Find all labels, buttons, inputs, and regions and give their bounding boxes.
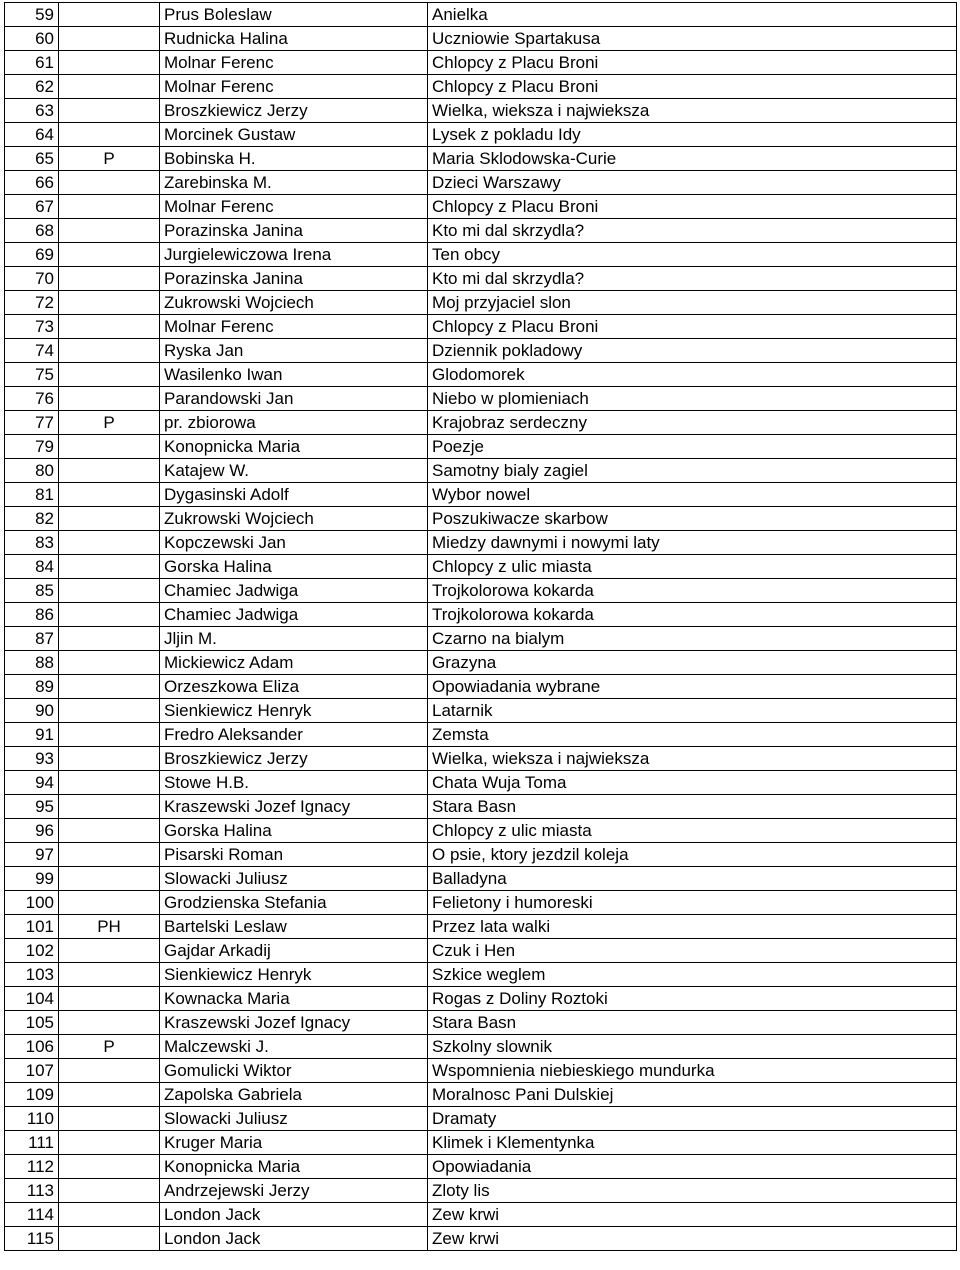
flag-cell [59, 267, 160, 291]
flag-cell: P [59, 411, 160, 435]
flag-cell [59, 819, 160, 843]
flag-cell: PH [59, 915, 160, 939]
row-number-cell: 96 [5, 819, 59, 843]
title-cell: Wspomnienia niebieskiego mundurka [428, 1059, 957, 1083]
author-cell: Ryska Jan [160, 339, 428, 363]
table-row [5, 435, 957, 459]
author-cell: Prus Boleslaw [160, 3, 428, 27]
table-row [5, 291, 957, 315]
row-number-cell: 87 [5, 627, 59, 651]
row-number-cell: 76 [5, 387, 59, 411]
row-number-cell: 93 [5, 747, 59, 771]
row-number-cell: 65 [5, 147, 59, 171]
table-row [5, 219, 957, 243]
title-cell: Stara Basn [428, 795, 957, 819]
table-row [5, 555, 957, 579]
flag-cell [59, 75, 160, 99]
title-cell: Anielka [428, 3, 957, 27]
row-number-cell: 94 [5, 771, 59, 795]
row-number-cell: 103 [5, 963, 59, 987]
flag-cell [59, 1155, 160, 1179]
flag-cell [59, 1083, 160, 1107]
author-cell: Rudnicka Halina [160, 27, 428, 51]
title-cell: Klimek i Klementynka [428, 1131, 957, 1155]
row-number-cell: 83 [5, 531, 59, 555]
title-cell: Trojkolorowa kokarda [428, 603, 957, 627]
title-cell: Zew krwi [428, 1227, 957, 1251]
author-cell: Sienkiewicz Henryk [160, 963, 428, 987]
flag-cell [59, 843, 160, 867]
row-number-cell: 67 [5, 195, 59, 219]
title-cell: Wielka, wieksza i najwieksza [428, 747, 957, 771]
flag-cell [59, 579, 160, 603]
row-number-cell: 114 [5, 1203, 59, 1227]
flag-cell [59, 27, 160, 51]
author-cell: Porazinska Janina [160, 219, 428, 243]
flag-cell: P [59, 1035, 160, 1059]
author-cell: Kraszewski Jozef Ignacy [160, 1011, 428, 1035]
author-cell: Wasilenko Iwan [160, 363, 428, 387]
row-number-cell: 97 [5, 843, 59, 867]
row-number-cell: 81 [5, 483, 59, 507]
flag-cell [59, 291, 160, 315]
row-number-cell: 70 [5, 267, 59, 291]
table-row [5, 819, 957, 843]
row-number-cell: 104 [5, 987, 59, 1011]
table-row [5, 99, 957, 123]
table-row [5, 1131, 957, 1155]
flag-cell [59, 627, 160, 651]
title-cell: Zew krwi [428, 1203, 957, 1227]
flag-cell [59, 363, 160, 387]
row-number-cell: 109 [5, 1083, 59, 1107]
row-number-cell: 100 [5, 891, 59, 915]
table-row [5, 195, 957, 219]
table-row [5, 771, 957, 795]
row-number-cell: 95 [5, 795, 59, 819]
flag-cell [59, 723, 160, 747]
author-cell: Molnar Ferenc [160, 75, 428, 99]
title-cell: Opowiadania [428, 1155, 957, 1179]
author-cell: Kownacka Maria [160, 987, 428, 1011]
table-row [5, 1011, 957, 1035]
author-cell: Zapolska Gabriela [160, 1083, 428, 1107]
table-row [5, 1035, 957, 1059]
table-row [5, 675, 957, 699]
table-row [5, 1083, 957, 1107]
table-row [5, 987, 957, 1011]
table-row [5, 339, 957, 363]
row-number-cell: 115 [5, 1227, 59, 1251]
table-row [5, 627, 957, 651]
row-number-cell: 90 [5, 699, 59, 723]
flag-cell [59, 3, 160, 27]
title-cell: Dramaty [428, 1107, 957, 1131]
flag-cell [59, 1107, 160, 1131]
author-cell: Fredro Aleksander [160, 723, 428, 747]
flag-cell: P [59, 147, 160, 171]
title-cell: Chlopcy z ulic miasta [428, 819, 957, 843]
table-row [5, 27, 957, 51]
table-row [5, 1155, 957, 1179]
row-number-cell: 112 [5, 1155, 59, 1179]
flag-cell [59, 435, 160, 459]
author-cell: Grodzienska Stefania [160, 891, 428, 915]
author-cell: Slowacki Juliusz [160, 1107, 428, 1131]
flag-cell [59, 867, 160, 891]
title-cell: Chlopcy z Placu Broni [428, 195, 957, 219]
row-number-cell: 69 [5, 243, 59, 267]
row-number-cell: 59 [5, 3, 59, 27]
row-number-cell: 60 [5, 27, 59, 51]
flag-cell [59, 1011, 160, 1035]
flag-cell [59, 771, 160, 795]
author-cell: Zarebinska M. [160, 171, 428, 195]
author-cell: Broszkiewicz Jerzy [160, 747, 428, 771]
title-cell: Szkolny slownik [428, 1035, 957, 1059]
title-cell: Stara Basn [428, 1011, 957, 1035]
row-number-cell: 63 [5, 99, 59, 123]
author-cell: Porazinska Janina [160, 267, 428, 291]
row-number-cell: 64 [5, 123, 59, 147]
title-cell: Moralnosc Pani Dulskiej [428, 1083, 957, 1107]
row-number-cell: 77 [5, 411, 59, 435]
table-row [5, 579, 957, 603]
row-number-cell: 72 [5, 291, 59, 315]
table-row [5, 411, 957, 435]
flag-cell [59, 459, 160, 483]
flag-cell [59, 939, 160, 963]
table-row [5, 651, 957, 675]
row-number-cell: 107 [5, 1059, 59, 1083]
row-number-cell: 82 [5, 507, 59, 531]
title-cell: Zemsta [428, 723, 957, 747]
title-cell: Wybor nowel [428, 483, 957, 507]
flag-cell [59, 555, 160, 579]
table-row [5, 51, 957, 75]
row-number-cell: 111 [5, 1131, 59, 1155]
author-cell: Gajdar Arkadij [160, 939, 428, 963]
title-cell: Chlopcy z Placu Broni [428, 75, 957, 99]
author-cell: pr. zbiorowa [160, 411, 428, 435]
author-cell: Slowacki Juliusz [160, 867, 428, 891]
row-number-cell: 88 [5, 651, 59, 675]
title-cell: Poszukiwacze skarbow [428, 507, 957, 531]
title-cell: Poezje [428, 435, 957, 459]
title-cell: Kto mi dal skrzydla? [428, 267, 957, 291]
flag-cell [59, 195, 160, 219]
table-row [5, 387, 957, 411]
author-cell: Parandowski Jan [160, 387, 428, 411]
table-row [5, 507, 957, 531]
flag-cell [59, 987, 160, 1011]
row-number-cell: 75 [5, 363, 59, 387]
title-cell: O psie, ktory jezdzil koleja [428, 843, 957, 867]
table-row [5, 939, 957, 963]
table-row [5, 723, 957, 747]
flag-cell [59, 1059, 160, 1083]
row-number-cell: 91 [5, 723, 59, 747]
author-cell: London Jack [160, 1203, 428, 1227]
flag-cell [59, 963, 160, 987]
flag-cell [59, 1203, 160, 1227]
flag-cell [59, 1227, 160, 1251]
flag-cell [59, 507, 160, 531]
title-cell: Chata Wuja Toma [428, 771, 957, 795]
table-row [5, 747, 957, 771]
author-cell: Pisarski Roman [160, 843, 428, 867]
flag-cell [59, 243, 160, 267]
table-row [5, 147, 957, 171]
row-number-cell: 105 [5, 1011, 59, 1035]
author-cell: Broszkiewicz Jerzy [160, 99, 428, 123]
flag-cell [59, 483, 160, 507]
author-cell: Chamiec Jadwiga [160, 579, 428, 603]
author-cell: Bartelski Leslaw [160, 915, 428, 939]
flag-cell [59, 1131, 160, 1155]
title-cell: Trojkolorowa kokarda [428, 579, 957, 603]
author-cell: Dygasinski Adolf [160, 483, 428, 507]
author-cell: Gorska Halina [160, 819, 428, 843]
flag-cell [59, 651, 160, 675]
title-cell: Samotny bialy zagiel [428, 459, 957, 483]
title-cell: Chlopcy z Placu Broni [428, 51, 957, 75]
table-row [5, 1179, 957, 1203]
row-number-cell: 85 [5, 579, 59, 603]
table-row [5, 3, 957, 27]
table-row [5, 1227, 957, 1251]
flag-cell [59, 387, 160, 411]
author-cell: Bobinska H. [160, 147, 428, 171]
title-cell: Grazyna [428, 651, 957, 675]
title-cell: Zloty lis [428, 1179, 957, 1203]
title-cell: Dzieci Warszawy [428, 171, 957, 195]
row-number-cell: 89 [5, 675, 59, 699]
flag-cell [59, 171, 160, 195]
table-row [5, 915, 957, 939]
title-cell: Szkice weglem [428, 963, 957, 987]
row-number-cell: 110 [5, 1107, 59, 1131]
row-number-cell: 86 [5, 603, 59, 627]
title-cell: Wielka, wieksza i najwieksza [428, 99, 957, 123]
table-row [5, 123, 957, 147]
author-cell: Kruger Maria [160, 1131, 428, 1155]
title-cell: Latarnik [428, 699, 957, 723]
flag-cell [59, 219, 160, 243]
table-row [5, 1059, 957, 1083]
table-row [5, 795, 957, 819]
author-cell: London Jack [160, 1227, 428, 1251]
row-number-cell: 99 [5, 867, 59, 891]
row-number-cell: 74 [5, 339, 59, 363]
title-cell: Glodomorek [428, 363, 957, 387]
row-number-cell: 66 [5, 171, 59, 195]
table-row [5, 363, 957, 387]
row-number-cell: 102 [5, 939, 59, 963]
row-number-cell: 106 [5, 1035, 59, 1059]
table-row [5, 891, 957, 915]
table-row [5, 699, 957, 723]
table-row [5, 1107, 957, 1131]
title-cell: Przez lata walki [428, 915, 957, 939]
table-row [5, 843, 957, 867]
flag-cell [59, 99, 160, 123]
flag-cell [59, 123, 160, 147]
title-cell: Kto mi dal skrzydla? [428, 219, 957, 243]
table-row [5, 315, 957, 339]
author-cell: Orzeszkowa Eliza [160, 675, 428, 699]
row-number-cell: 84 [5, 555, 59, 579]
author-cell: Katajew W. [160, 459, 428, 483]
row-number-cell: 113 [5, 1179, 59, 1203]
author-cell: Zukrowski Wojciech [160, 507, 428, 531]
title-cell: Chlopcy z ulic miasta [428, 555, 957, 579]
flag-cell [59, 675, 160, 699]
row-number-cell: 68 [5, 219, 59, 243]
title-cell: Czuk i Hen [428, 939, 957, 963]
table-row [5, 483, 957, 507]
author-cell: Andrzejewski Jerzy [160, 1179, 428, 1203]
author-cell: Morcinek Gustaw [160, 123, 428, 147]
author-cell: Stowe H.B. [160, 771, 428, 795]
flag-cell [59, 315, 160, 339]
title-cell: Miedzy dawnymi i nowymi laty [428, 531, 957, 555]
flag-cell [59, 1179, 160, 1203]
author-cell: Jljin M. [160, 627, 428, 651]
title-cell: Dziennik pokladowy [428, 339, 957, 363]
title-cell: Maria Sklodowska-Curie [428, 147, 957, 171]
title-cell: Balladyna [428, 867, 957, 891]
flag-cell [59, 339, 160, 363]
author-cell: Sienkiewicz Henryk [160, 699, 428, 723]
title-cell: Chlopcy z Placu Broni [428, 315, 957, 339]
author-cell: Zukrowski Wojciech [160, 291, 428, 315]
row-number-cell: 101 [5, 915, 59, 939]
table-row [5, 267, 957, 291]
table-row [5, 459, 957, 483]
title-cell: Ten obcy [428, 243, 957, 267]
table-row [5, 867, 957, 891]
title-cell: Rogas z Doliny Roztoki [428, 987, 957, 1011]
author-cell: Konopnicka Maria [160, 435, 428, 459]
title-cell: Uczniowie Spartakusa [428, 27, 957, 51]
title-cell: Niebo w plomieniach [428, 387, 957, 411]
author-cell: Gomulicki Wiktor [160, 1059, 428, 1083]
flag-cell [59, 747, 160, 771]
author-cell: Chamiec Jadwiga [160, 603, 428, 627]
author-cell: Molnar Ferenc [160, 51, 428, 75]
author-cell: Mickiewicz Adam [160, 651, 428, 675]
flag-cell [59, 699, 160, 723]
row-number-cell: 61 [5, 51, 59, 75]
author-cell: Malczewski J. [160, 1035, 428, 1059]
title-cell: Felietony i humoreski [428, 891, 957, 915]
author-cell: Molnar Ferenc [160, 195, 428, 219]
row-number-cell: 79 [5, 435, 59, 459]
flag-cell [59, 51, 160, 75]
book-list-table [4, 2, 957, 1251]
row-number-cell: 62 [5, 75, 59, 99]
book-list-body [5, 3, 957, 1251]
table-row [5, 171, 957, 195]
title-cell: Krajobraz serdeczny [428, 411, 957, 435]
flag-cell [59, 891, 160, 915]
row-number-cell: 80 [5, 459, 59, 483]
title-cell: Moj przyjaciel slon [428, 291, 957, 315]
author-cell: Jurgielewiczowa Irena [160, 243, 428, 267]
author-cell: Konopnicka Maria [160, 1155, 428, 1179]
flag-cell [59, 603, 160, 627]
title-cell: Czarno na bialym [428, 627, 957, 651]
table-row [5, 1203, 957, 1227]
title-cell: Lysek z pokladu Idy [428, 123, 957, 147]
table-row [5, 243, 957, 267]
row-number-cell: 73 [5, 315, 59, 339]
title-cell: Opowiadania wybrane [428, 675, 957, 699]
table-row [5, 531, 957, 555]
author-cell: Molnar Ferenc [160, 315, 428, 339]
table-row [5, 75, 957, 99]
author-cell: Kopczewski Jan [160, 531, 428, 555]
flag-cell [59, 795, 160, 819]
author-cell: Gorska Halina [160, 555, 428, 579]
flag-cell [59, 531, 160, 555]
author-cell: Kraszewski Jozef Ignacy [160, 795, 428, 819]
table-row [5, 963, 957, 987]
table-row [5, 603, 957, 627]
